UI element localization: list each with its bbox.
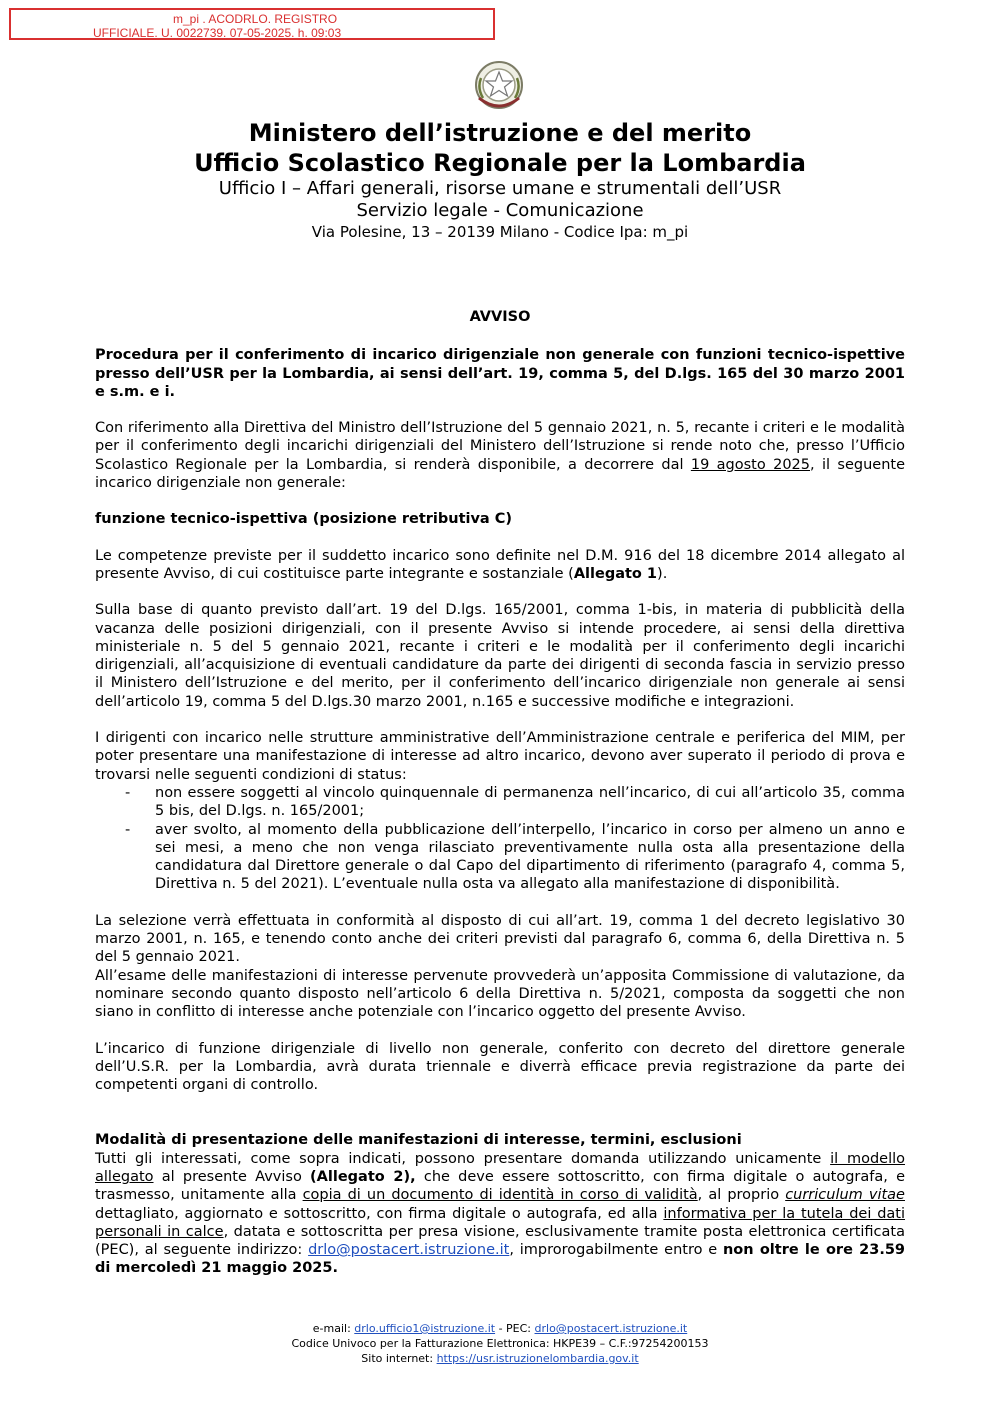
modalita-paragraph: Tutti gli interessati, come sopra indicati, possono presentare domanda utilizzando unicamente il modello allegato al presente Avviso (Allegato 2), che deve essere sottoscritto, con firma digitale o autografa, e trasmesso, unitamente alla copia di un documento di identità in corso di validità, al proprio curriculum vitae dettagliato, aggiornato e sottoscritto, con firma digitale o autografa, ed alla informativa per la tutela dei dati personali in calce, datata e sottoscritta per presa visione, esclusivamente tramite posta elettronica certificata (PEC), al seguente indirizzo: drlo@postacert.istruzione.it, improrogabilmente entro e non oltre le ore 23.59 di mercoledì 21 maggio 2025.: [95, 1150, 906, 1277]
service-name: Servizio legale - Comunicazione: [356, 200, 644, 221]
informativa-link[interactable]: informativa per la tutela dei dati personali in calce: [95, 1205, 906, 1240]
modello-link[interactable]: il modello allegato: [95, 1150, 905, 1185]
footer-email-link[interactable]: drlo.ufficio1@istruzione.it: [354, 1322, 496, 1335]
footer-pec-link[interactable]: drlo@postacert.istruzione.it: [534, 1322, 688, 1335]
list-item: - non essere soggetti al vincolo quinquennale di permanenza nell’incarico, di cui all’articolo 35, comma 5 bis, del D.lgs. n. 165/2001;: [155, 784, 905, 821]
notice-subject: Procedura per il conferimento di incarico dirigenziale non generale con funzioni tecnico-ispettive presso dell’USR per la Lombardia, ai sensi dell’art. 19, comma 5, del D.lgs. 165 del 30 marzo 2001 e s.m. e i.: [95, 347, 905, 400]
unit-name: Ufficio I – Affari generali, risorse umane e strumentali dell’USR: [218, 178, 782, 199]
stamp-line-1: m_pi . ACODRLO. REGISTRO: [173, 12, 338, 26]
base-paragraph: Sulla base di quanto previsto dall’art. 19 del D.lgs. 165/2001, comma 1-bis, in materia di pubblicità della vacanza delle posizioni dirigenziali, con il presente Avviso si intende procedere, ai sensi della direttiva ministeriale n. 5 del 5 gennaio 2021, recante i criteri e le modalità per il conferimento degli incarichi dirigenziali, all’acquisizione di eventuali candidature da parte dei dirigenti di seconda fascia in servizio presso il Ministero dell’Istruzione e del merito, per il conferimento dell’incarico dirigenziale non generale ai sensi dell’articolo 19, comma 5 del D.lgs.30 marzo 2001, n.165 e successive modifiche e integrazioni.: [95, 602, 905, 710]
footer-site-link[interactable]: https://usr.istruzionelombardia.gov.it: [436, 1352, 639, 1365]
notice-body: [95, 308, 905, 1278]
start-date: 19 agosto 2025: [690, 456, 811, 473]
pec-address-link[interactable]: drlo@postacert.istruzione.it: [308, 1242, 510, 1259]
notice-title: AVVISO: [469, 309, 531, 325]
modalita-heading: Modalità di presentazione delle manifestazioni di interesse, termini, esclusioni: [95, 1132, 742, 1149]
dirigenti-paragraph: I dirigenti con incarico nelle strutture amministrative dell’Amministrazione centrale e periferica del MIM, per poter presentare una manifestazione di interesse ad altro incarico, devono aver superato il periodo di prova e trovarsi nelle seguenti condizioni di status:: [95, 730, 905, 783]
footer-codice: Codice Univoco per la Fatturazione Elettronica: HKPE39 – C.F.:97254200153: [291, 1337, 709, 1350]
incarico-paragraph: L’incarico di funzione dirigenziale di livello non generale, conferito con decreto del direttore generale dell’U.S.R. per la Lombardia, avrà durata triennale e diverrà efficace previa registrazione da parte dei competenti organi di controllo.: [95, 1040, 905, 1094]
ministry-name: Ministero dell’istruzione e del merito: [248, 119, 752, 147]
letterhead: [95, 118, 905, 242]
republic-emblem-icon: [473, 58, 525, 116]
conditions-list: [95, 784, 905, 894]
stamp-line-2: UFFICIALE. U. 0022739. 07-05-2025. h. 09:03: [93, 26, 342, 40]
selezione-paragraph: La selezione verrà effettuata in conformità al disposto di cui all’art. 19, comma 1 del decreto legislativo 30 marzo 2001, n. 165, e tenendo conto anche dei criteri previsti dal paragrafo 6, comma 6, della Direttiva n. 5 del 5 gennaio 2021.: [95, 912, 905, 966]
competenze-paragraph: Le competenze previste per il suddetto incarico sono definite nel D.M. 916 del 18 dicembre 2014 allegato al presente Avviso, di cui costituisce parte integrante e sostanziale (Allegato 1).: [95, 547, 905, 582]
footer: e-mail: drlo.ufficio1@istruzione.it - PEC: drlo@postacert.istruzione.it Codice Univoco per la Fatturazione Elettronica: HKPE39 – C.F.:97254200153 Sito internet: https://usr.istruzionelombardia.gov.it: [95, 1321, 905, 1366]
protocol-stamp: [9, 8, 495, 40]
list-item: - aver svolto, al momento della pubblicazione dell’interpello, l’incarico in corso per almeno un anno e sei mesi, a meno che non venga rilasciato preventivamente nulla osta alla presentazione della candidatura dal Direttore generale o dal Capo del dipartimento di riferimento (paragrafo 4, comma 5, Direttiva n. 5 del 2021). L’eventuale nulla osta va allegato alla manifestazione di disponibilità.: [155, 821, 905, 894]
intro-paragraph: Con riferimento alla Direttiva del Ministro dell’Istruzione del 5 gennaio 2021, n. 5, recante i criteri e le modalità per il conferimento degli incarichi dirigenziali del Ministero dell’Istruzione si rende noto che, presso l’Ufficio Scolastico Regionale per la Lombardia, si renderà disponibile, a decorrere dal 19 agosto 2025, il seguente incarico dirigenziale non generale:: [95, 420, 905, 492]
office-address: Via Polesine, 13 – 20139 Milano - Codice Ipa: m_pi: [311, 223, 689, 241]
commissione-paragraph: All’esame delle manifestazioni di interesse pervenute provvederà un’apposita Commissione di valutazione, da nominare secondo quanto disposto nell’articolo 6 della Direttiva n. 5/2021, composta da soggetti che non siano in conflitto di interesse anche potenziale con l’incarico oggetto del presente Avviso.: [95, 967, 905, 1021]
office-name: Ufficio Scolastico Regionale per la Lombardia: [194, 149, 806, 177]
deadline: non oltre le ore 23.59 di mercoledì 21 maggio 2025.: [95, 1242, 906, 1277]
function-heading: funzione tecnico-ispettiva (posizione retributiva C): [95, 511, 513, 528]
